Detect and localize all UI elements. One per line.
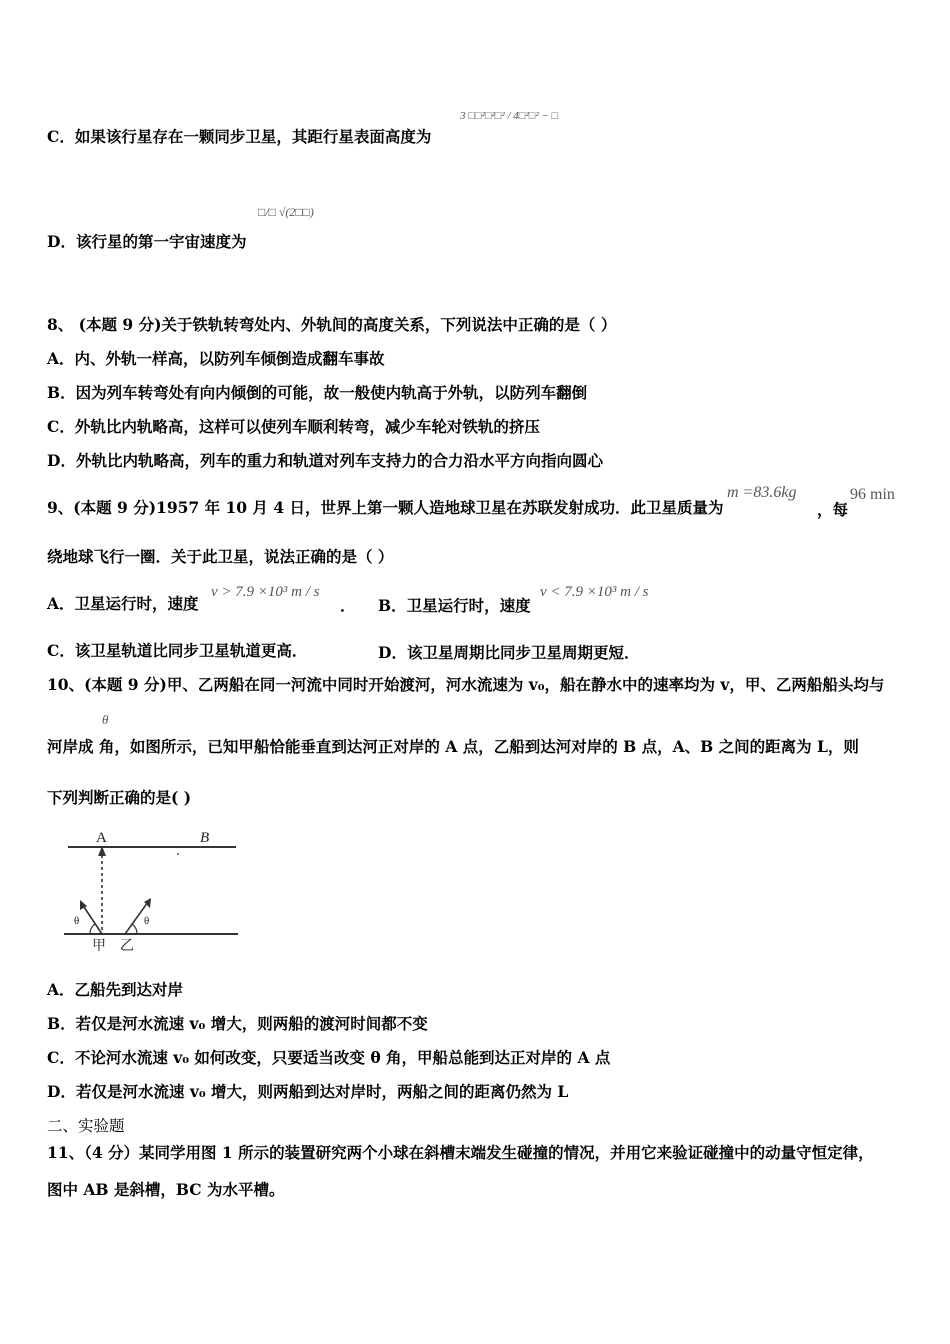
q8-stem: 8、 (本题 9 分)关于铁轨转弯处内、外轨间的高度关系，下列说法中正确的是（ ） [47,315,617,334]
q7-c-formula: 3 □□²□²□² / 4□²□² − □ [460,110,559,122]
q10-stem-line2: 河岸成 角，如图所示，已知甲船恰能垂直到达河正对岸的 A 点，乙船到达河对岸的 B 点，A、B 之间的距离为 L，则 [47,737,859,756]
q9-stem-mid: ，每 [817,500,849,519]
q9-option-c: C．该卫星轨道比同步卫星轨道更高． [47,641,308,660]
jia-angle-arc [90,924,95,934]
option-text: 该行星的第一宇宙速度为 [75,232,247,251]
q8-option-b: B．因为列车转弯处有向内倾倒的可能，故一般使内轨高于外轨，以防列车翻倒 [47,383,588,402]
q11-stem-line2: 图中 AB 是斜槽，BC 为水平槽。 [47,1180,285,1199]
q10-option-c: C．不论河水流速 v₀ 如何改变，只要适当改变 θ 角，甲船总能到达正对岸的 A 点 [47,1048,611,1067]
q8-option-c: C．外轨比内轨略高，这样可以使列车顺利转弯，减少车轮对铁轨的挤压 [47,417,540,436]
label-yi: 乙 [120,938,134,954]
q7-d-formula: □/□ √(2□□) [258,205,314,219]
q11-stem-line1: 11、（4 分）某同学用图 1 所示的装置研究两个小球在斜槽末端发生碰撞的情况，并用它来验证碰撞中的动量守恒定律， [47,1143,874,1162]
q8-option-d: D．外轨比内轨略高，列车的重力和轨道对列车支持力的合力沿水平方向指向圆心 [47,451,603,470]
q10-theta-symbol: θ [102,712,109,727]
q10-option-b: B．若仅是河水流速 v₀ 增大，则两船的渡河时间都不变 [47,1014,428,1033]
q10-stem-line1: 10、(本题 9 分)甲、乙两船在同一河流中同时开始渡河，河水流速为 v₀，船在静水中的速率均为 v，甲、乙两船船头均与 [47,675,885,694]
label-b: B [200,830,210,846]
q9-stem-line2: 绕地球飞行一圈．关于此卫星，说法正确的是（ ） [47,547,394,566]
q9-period: 96 min [850,486,895,503]
label-theta-jia: θ [74,915,80,927]
q10-option-a: A．乙船先到达对岸 [47,980,184,999]
label-jia: 甲 [92,938,106,954]
q10-stem-line3: 下列判断正确的是( ) [47,788,192,807]
q9-option-a-end: ． [340,596,356,615]
q9-option-b-formula: v < 7.9 ×10³ m / s [540,584,649,600]
q7-option-d [47,232,246,252]
q10-option-d: D．若仅是河水流速 v₀ 增大，则两船到达对岸时，两船之间的距离仍然为 L [47,1082,569,1101]
q9-option-a-formula: v > 7.9 ×10³ m / s [211,584,320,600]
q8-option-a: A．内、外轨一样高，以防列车倾倒造成翻车事故 [47,349,385,368]
q9-mass: m =83.6kg [727,484,797,501]
option-label: D． [47,232,76,251]
river-crossing-figure [60,826,245,956]
q9-option-d: D．该卫星周期比同步卫星周期更短． [378,643,640,662]
q9-stem-line1: 9、(本题 9 分)1957 年 10 月 4 日，世界上第一颗人造地球卫星在苏联发射成功．此卫星质量为 [47,498,724,517]
jia-heading-arrow [82,904,102,934]
label-theta-yi: θ [144,915,150,927]
option-text: 如果该行星存在一颗同步卫星，其距行星表面高度为 [74,127,432,146]
section-heading: 二、实验题 [47,1117,125,1135]
label-a: A [96,830,107,846]
yi-angle-arc [132,924,137,934]
option-label: C． [47,127,75,146]
q7-option-c [47,127,431,147]
q9-option-a: A．卫星运行时，速度 [47,594,199,613]
q9-option-b: B．卫星运行时，速度 [378,596,531,615]
